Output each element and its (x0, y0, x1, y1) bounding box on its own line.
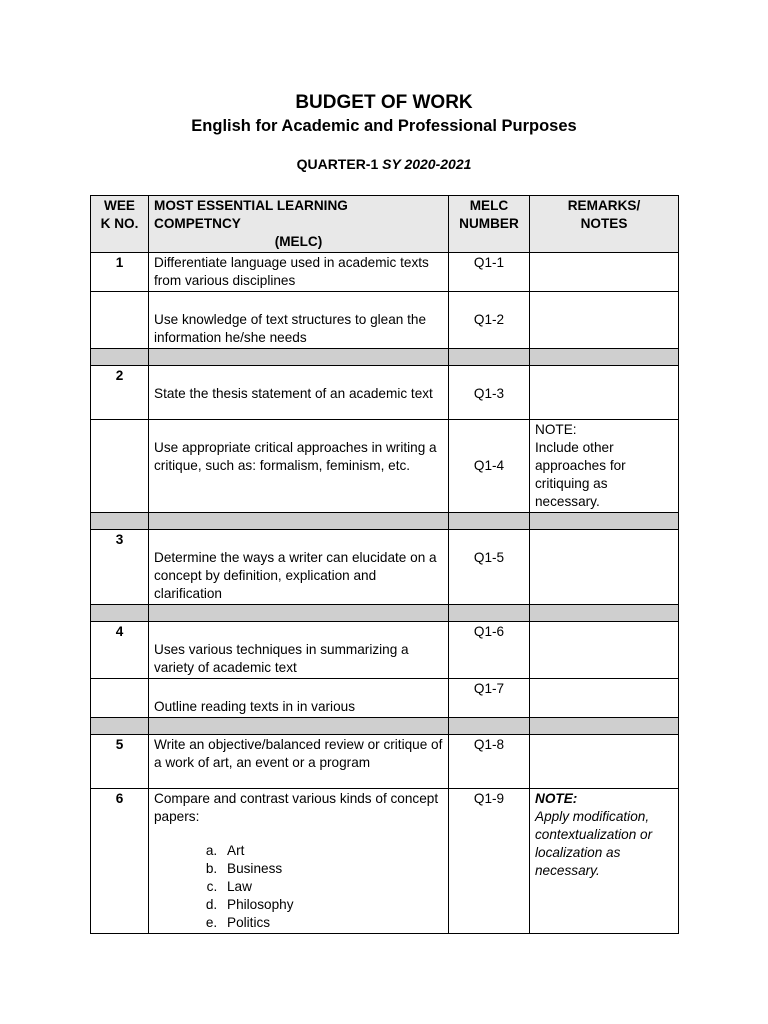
remarks-cell (530, 292, 679, 349)
remarks-header-line2: NOTES (580, 216, 628, 231)
table-row (91, 366, 679, 420)
week-cell: 5 (91, 735, 149, 789)
separator-row (91, 605, 679, 622)
list-item: a. Art (221, 842, 443, 860)
remarks-header-line1: REMARKS/ (567, 198, 641, 213)
melc-header-line3: (MELC) (274, 234, 323, 249)
week-cell (91, 679, 149, 718)
remarks-cell (530, 735, 679, 789)
number-header-line1: MELC (469, 198, 509, 213)
list-item: b. Business (221, 860, 443, 878)
week-cell: 2 (91, 366, 149, 420)
melc-header-line1: MOST ESSENTIAL LEARNING (154, 198, 348, 213)
melc-number-cell: Q1-3 (449, 366, 530, 420)
separator-row (91, 718, 679, 735)
melc-number-cell: Q1-2 (449, 292, 530, 349)
table-row (91, 292, 679, 349)
competency-cell: Outline reading texts in in various (149, 679, 449, 718)
table-row (91, 530, 679, 605)
melc-header-line2: COMPETNCY (154, 216, 241, 231)
melc-number-cell: Q1-4 (449, 420, 530, 513)
table-row (91, 420, 679, 513)
competency-cell: Uses various techniques in summarizing a variety of academic text (149, 622, 449, 679)
competency-cell: State the thesis statement of an academic text (149, 366, 449, 420)
remarks-cell (530, 253, 679, 292)
remarks-column-header (530, 196, 679, 253)
list-item: e. Politics (221, 914, 443, 932)
week-cell (91, 420, 149, 513)
week-column-header (91, 196, 149, 253)
competency-cell: Write an objective/balanced review or critique of a work of art, an event or a program (149, 735, 449, 789)
competency-cell: Determine the ways a writer can elucidate on a concept by definition, explication and clarification (149, 530, 449, 605)
remarks-cell (530, 530, 679, 605)
week-cell: 4 (91, 622, 149, 679)
note-body: Include other approaches for critiquing as necessary. (535, 440, 626, 509)
week-header-line1: WEE (104, 198, 135, 213)
quarter-line (0, 156, 768, 172)
school-year: SY 2020-2021 (382, 156, 472, 172)
week-cell: 1 (91, 253, 149, 292)
document-subtitle: English for Academic and Professional Purposes (191, 117, 577, 135)
separator-row (91, 513, 679, 530)
table-row (91, 622, 679, 679)
note-label: NOTE: (535, 422, 577, 437)
competency-cell: Differentiate language used in academic texts from various disciplines (149, 253, 449, 292)
competency-cell: Use knowledge of text structures to glean the information he/she needs (149, 292, 449, 349)
melc-number-cell: Q1-5 (449, 530, 530, 605)
week-cell (91, 292, 149, 349)
remarks-cell (530, 622, 679, 679)
concept-paper-list (154, 842, 443, 932)
melc-number-cell: Q1-7 (449, 679, 530, 718)
competency-cell (149, 789, 449, 934)
competency-cell: Use appropriate critical approaches in writing a critique, such as: formalism, feminism, etc. (149, 420, 449, 513)
remarks-cell (530, 679, 679, 718)
note-label: NOTE: (535, 791, 578, 806)
number-header-line2: NUMBER (459, 216, 519, 231)
remarks-cell (530, 420, 679, 513)
table-row (91, 253, 679, 292)
list-item: c. Law (221, 878, 443, 896)
document-title: BUDGET OF WORK (295, 92, 473, 113)
melc-number-cell: Q1-9 (449, 789, 530, 934)
table-row (91, 735, 679, 789)
remarks-cell (530, 366, 679, 420)
table-row (91, 679, 679, 718)
table-row (91, 789, 679, 934)
table-header-row (91, 196, 679, 253)
melc-number-cell: Q1-6 (449, 622, 530, 679)
melc-column-header (149, 196, 449, 253)
separator-row (91, 349, 679, 366)
budget-of-work-table (90, 195, 679, 934)
list-item: d. Philosophy (221, 896, 443, 914)
competency-text: Compare and contrast various kinds of concept papers: (154, 791, 439, 824)
note-body: Apply modification, contextualization or localization as necessary. (535, 809, 653, 878)
week-cell: 6 (91, 789, 149, 934)
week-header-line2: K NO. (100, 216, 139, 231)
week-cell: 3 (91, 530, 149, 605)
quarter-label: QUARTER-1 (296, 156, 379, 172)
number-column-header (449, 196, 530, 253)
melc-number-cell: Q1-8 (449, 735, 530, 789)
remarks-cell (530, 789, 679, 934)
melc-number-cell: Q1-1 (449, 253, 530, 292)
